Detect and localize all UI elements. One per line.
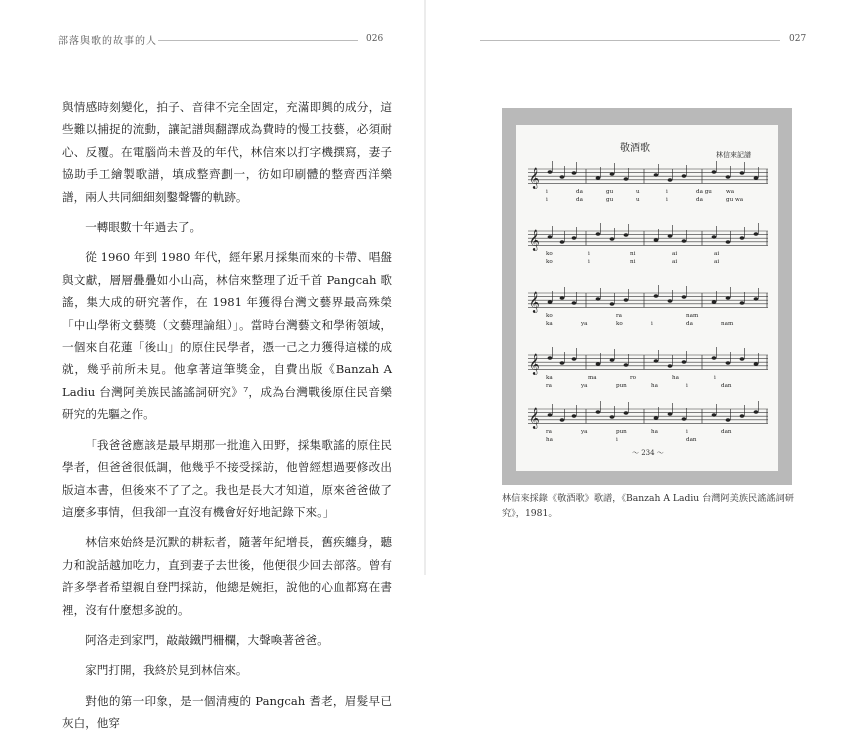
lyric-syllable: i — [546, 189, 548, 195]
note-head — [572, 171, 577, 175]
lyric-syllable: nam — [686, 313, 699, 319]
lyric-syllable: ro — [630, 375, 637, 381]
note-head — [712, 235, 717, 239]
lyric-syllable: ni — [630, 251, 636, 257]
paragraph-6: 阿洛走到家門，敲敲鐵門柵欄，大聲喚著爸爸。 — [85, 632, 329, 647]
note-head — [740, 236, 745, 240]
header-rule — [480, 40, 780, 41]
note-head — [654, 238, 659, 242]
treble-clef-icon: 𝄞 — [529, 168, 540, 189]
lyric-syllable: ka — [546, 375, 553, 381]
note-head — [596, 362, 601, 366]
score-credit: 林信來記譜 — [716, 151, 751, 159]
score-title: 敬酒歌 — [620, 143, 650, 154]
page-number-left: 026 — [366, 34, 384, 44]
lyric-syllable: ra — [546, 383, 553, 389]
note-head — [572, 236, 577, 240]
note-head — [596, 410, 601, 414]
treble-clef-icon: 𝄞 — [529, 408, 540, 429]
note-head — [560, 418, 565, 422]
lyric-syllable: ha — [546, 437, 553, 443]
lyric-syllable: i — [588, 259, 590, 265]
lyric-syllable: ni — [630, 259, 636, 265]
note-head — [668, 412, 673, 416]
note-head — [610, 302, 615, 306]
lyric-syllable: ya — [581, 321, 588, 327]
lyric-syllable: i — [666, 189, 668, 195]
lyric-syllable: nam — [721, 321, 734, 327]
lyric-syllable: gu — [606, 197, 614, 203]
lyric-syllable: pun — [616, 383, 627, 389]
score-page-footer: ～ 234 ～ — [632, 449, 664, 457]
staff-system — [528, 161, 768, 203]
lyric-syllable: u — [636, 197, 640, 203]
note-head — [548, 300, 553, 304]
running-title: 部落與歌的故事的人 — [58, 36, 157, 47]
treble-clef-icon: 𝄞 — [529, 230, 540, 251]
note-head — [754, 176, 759, 180]
note-head — [548, 413, 553, 417]
note-head — [572, 301, 577, 305]
note-head — [682, 239, 687, 243]
lyric-syllable: dan — [686, 437, 697, 443]
note-head — [754, 362, 759, 366]
note-head — [712, 356, 717, 360]
lyric-syllable: ha — [651, 383, 658, 389]
note-head — [740, 414, 745, 418]
lyric-syllable: ko — [546, 259, 553, 265]
note-head — [654, 359, 659, 363]
note-head — [560, 361, 565, 365]
lyric-syllable: ra — [546, 429, 553, 435]
lyric-syllable: ai — [672, 251, 678, 257]
note-head — [610, 415, 615, 419]
lyric-syllable: pun — [616, 429, 627, 435]
lyric-syllable: i — [714, 375, 716, 381]
note-head — [624, 233, 629, 237]
note-head — [654, 416, 659, 420]
lyric-syllable: i — [666, 197, 668, 203]
lyric-syllable: ko — [546, 313, 553, 319]
note-head — [610, 358, 615, 362]
score-sheet — [516, 125, 778, 471]
note-head — [668, 234, 673, 238]
note-head — [560, 296, 565, 300]
note-head — [754, 232, 759, 236]
figure-caption: 林信來採錄《敬酒歌》歌譜，《Banzah A Ladiu 台灣阿美族民謠謠詞研究》，1981。 — [502, 493, 794, 519]
lyric-syllable: da — [686, 321, 693, 327]
note-head — [560, 175, 565, 179]
note-head — [610, 237, 615, 241]
left-page — [0, 0, 425, 731]
lyric-syllable: da gu — [696, 189, 712, 195]
note-head — [624, 298, 629, 302]
staff-systems — [528, 161, 768, 443]
lyric-syllable: ka — [546, 321, 553, 327]
note-head — [624, 177, 629, 181]
note-head — [624, 411, 629, 415]
lyric-syllable: gu wa — [726, 197, 744, 203]
lyric-syllable: ya — [581, 383, 588, 389]
note-head — [548, 170, 553, 174]
paragraph-8: 對他的第一印象，是一個清瘦的 Pangcah 耆老，眉髮早已灰白，他穿 — [62, 693, 392, 731]
staff-system — [528, 223, 768, 265]
lyric-syllable: da — [696, 197, 703, 203]
note-head — [668, 299, 673, 303]
lyric-syllable: ma — [588, 375, 597, 381]
staff-system — [528, 401, 768, 443]
lyric-syllable: i — [588, 251, 590, 257]
lyric-syllable: dan — [721, 429, 732, 435]
note-head — [682, 295, 687, 299]
paragraph-3: 從 1960 年到 1980 年代，經年累月採集而來的卡帶、唱盤與文獻，層層疊疊如小山高，林信來整理了近千首 Pangcah 歌謠，集大成的研究著作，在 1981 年獲得台灣文藝界最高殊榮「中山學術文藝獎（文藝理論組）」。當時台灣藝文和學術領域，一個來自花蓮「後山」的原住民學者，憑一己之力獲得這樣的成就，幾乎前所未見。他拿著這筆獎金，自費出版《Banzah A Ladiu 台灣阿美族民謠謠詞研究》⁷，成為台灣戰後原住民音樂研究的先驅之作。 — [62, 250, 392, 422]
staff-system — [528, 347, 768, 389]
note-head — [610, 172, 615, 176]
treble-clef-icon: 𝄞 — [529, 292, 540, 313]
lyric-syllable: i — [546, 197, 548, 203]
page-number-right: 027 — [789, 34, 807, 44]
paragraph-2: 一轉眼數十年過去了。 — [85, 220, 202, 235]
lyric-syllable: gu — [606, 189, 614, 195]
lyric-syllable: da — [576, 189, 583, 195]
lyric-syllable: ha — [672, 375, 679, 381]
note-head — [668, 178, 673, 182]
lyric-syllable: da — [576, 197, 583, 203]
lyric-syllable: ko — [546, 251, 553, 257]
lyric-syllable: ya — [581, 429, 588, 435]
note-head — [596, 232, 601, 236]
paragraph-1: 與情感時刻變化，拍子、音律不完全固定，充滿即興的成分，這些難以捕捉的流動，讓記譜與翻譯成為費時的慢工技藝，必須耐心、反覆。在電腦尚未普及的年代，林信來以打字機撰寫，妻子協助手工繪製歌譜，填成整齊劃一，彷如印刷體的整齊西洋樂譜，兩人共同細細刻鑿聲響的軌跡。 — [62, 100, 392, 204]
note-head — [654, 294, 659, 298]
lyric-syllable: dan — [721, 383, 732, 389]
note-head — [668, 364, 673, 368]
note-head — [740, 171, 745, 175]
lyric-syllable: ai — [672, 259, 678, 265]
note-head — [596, 297, 601, 301]
paragraph-5: 林信來始終是沉默的耕耘者，隨著年紀增長，舊疾纏身，聽力和說話越加吃力，直到妻子去世後，他便很少回去部落。曾有許多學者希望親自登門採訪，他總是婉拒，說他的心血都寫在書裡，沒有什麼想多說的。 — [62, 535, 392, 617]
lyric-syllable: i — [686, 429, 688, 435]
figure-music-score — [502, 108, 792, 485]
note-head — [712, 413, 717, 417]
paragraph-4: 「我爸爸應該是最早期那一批進入田野，採集歌謠的原住民學者，但爸爸很低調，他幾乎不接受採訪，他曾經想過要修改出版這本書，但後來不了了之。我也是長大才知道，原來爸爸做了這麼多事情，但我卻一直沒有機會好好地記錄下來。」 — [62, 437, 392, 519]
lyric-syllable: ko — [616, 321, 623, 327]
lyric-syllable: i — [686, 383, 688, 389]
score-svg — [516, 125, 778, 471]
treble-clef-icon: 𝄞 — [529, 354, 540, 375]
note-head — [572, 357, 577, 361]
note-head — [572, 414, 577, 418]
lyric-syllable: ha — [651, 429, 658, 435]
note-head — [624, 363, 629, 367]
lyric-syllable: ai — [714, 259, 720, 265]
note-head — [712, 300, 717, 304]
body-text — [62, 96, 392, 735]
staff-system — [528, 285, 768, 327]
header-rule — [158, 40, 358, 41]
note-head — [712, 170, 717, 174]
note-head — [654, 173, 659, 177]
note-head — [682, 174, 687, 178]
note-head — [548, 235, 553, 239]
lyric-syllable: i — [651, 321, 653, 327]
note-head — [726, 361, 731, 365]
note-head — [740, 357, 745, 361]
note-head — [726, 418, 731, 422]
note-head — [754, 297, 759, 301]
note-head — [726, 240, 731, 244]
lyric-syllable: ai — [714, 251, 720, 257]
note-head — [726, 175, 731, 179]
note-head — [740, 301, 745, 305]
note-head — [726, 296, 731, 300]
lyric-syllable: ra — [616, 313, 623, 319]
note-head — [754, 410, 759, 414]
note-head — [548, 356, 553, 360]
note-head — [596, 176, 601, 180]
note-head — [682, 417, 687, 421]
note-head — [560, 240, 565, 244]
note-head — [682, 360, 687, 364]
paragraph-7: 家門打開，我終於見到林信來。 — [85, 663, 248, 678]
right-page — [425, 0, 850, 575]
lyric-syllable: i — [616, 437, 618, 443]
lyric-syllable: wa — [726, 189, 735, 195]
lyric-syllable: u — [636, 189, 640, 195]
